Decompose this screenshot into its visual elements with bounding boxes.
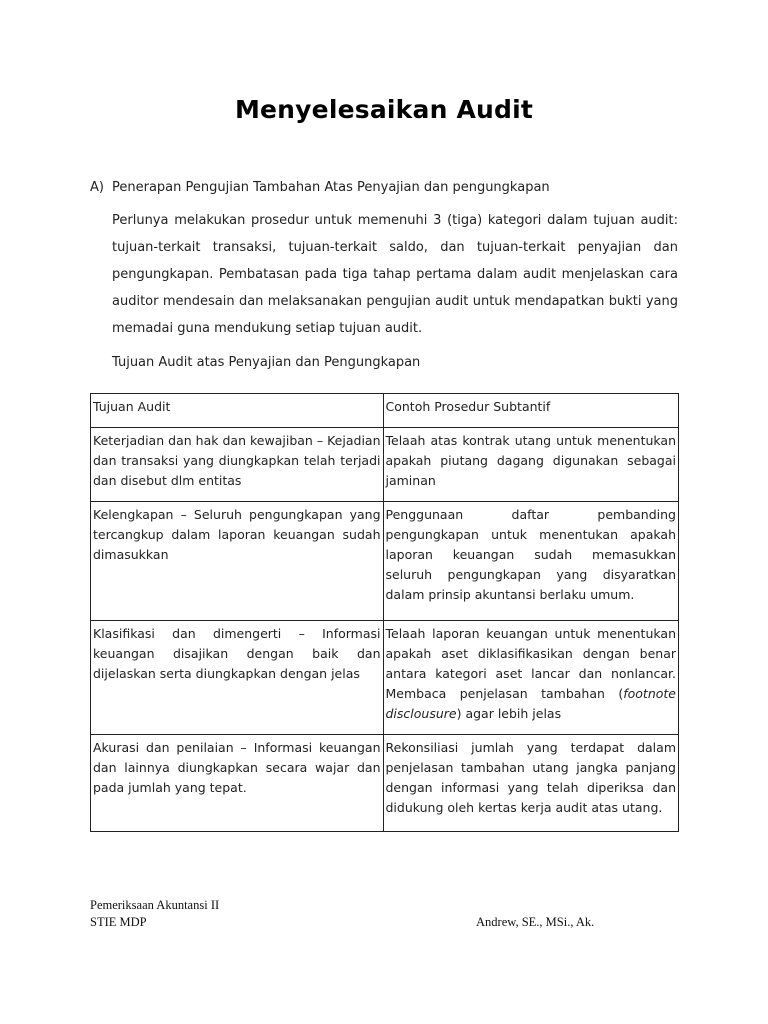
- header-objective: Tujuan Audit: [91, 394, 384, 428]
- objective-cell: Keterjadian dan hak dan kewajiban – Kejadian dan transaksi yang diungkapkan telah terjadi dan disebut dlm entitas: [91, 428, 384, 502]
- procedure-text-end: ) agar lebih jelas: [456, 706, 562, 721]
- body-paragraph: Perlunya melakukan prosedur untuk memenuhi 3 (tiga) kategori dalam tujuan audit: tujuan-terkait transaksi, tujuan-terkait saldo, dan tujuan-terkait penyajian dan pengungkapan. Pembatasan pada tiga tahap pertama dalam audit menjelaskan cara auditor mendesain dan melaksanakan pengujian audit untuk mendapatkan bukti yang memadai guna mendukung setiap tujuan audit.: [112, 213, 678, 336]
- table-row: [91, 502, 679, 621]
- table-row: [91, 621, 679, 735]
- table-caption: Tujuan Audit atas Penyajian dan Pengungkapan: [112, 355, 421, 370]
- procedure-text: Telaah laporan keuangan untuk menentukan apakah aset diklasifikasikan dengan benar antara kategori aset lancar dan nonlancar. Membaca penjelasan tambahan (: [385, 626, 676, 701]
- footer-course: Pemeriksaan Akuntansi II: [90, 898, 220, 912]
- header-procedure: Contoh Prosedur Subtantif: [383, 394, 679, 428]
- section-heading: [90, 180, 550, 195]
- objective-cell: Kelengkapan – Seluruh pengungkapan yang tercangkup dalam laporan keuangan sudah dimasukkan: [91, 502, 384, 621]
- objective-cell: Klasifikasi dan dimengerti – Informasi keuangan disajikan dengan baik dan dijelaskan serta diungkapkan dengan jelas: [91, 621, 384, 735]
- audit-objectives-table: [90, 393, 679, 832]
- footer-left: [90, 897, 219, 931]
- procedure-cell: Penggunaan daftar pembanding pengungkapan untuk menentukan apakah laporan keuangan sudah memasukkan seluruh pengungkapan yang disyaratkan dalam prinsip akuntansi berlaku umum.: [383, 502, 679, 621]
- footer-institution: STIE MDP: [90, 915, 147, 929]
- objective-cell: Akurasi dan penilaian – Informasi keuangan dan lainnya diungkapkan secara wajar dan pada jumlah yang tepat.: [91, 735, 384, 832]
- section-marker: A): [90, 180, 104, 195]
- procedure-cell: Rekonsiliasi jumlah yang terdapat dalam penjelasan tambahan utang jangka panjang dengan informasi yang telah diperiksa dan didukung oleh kertas kerja audit atas utang.: [383, 735, 679, 832]
- section-heading-text: Penerapan Pengujian Tambahan Atas Penyajian dan pengungkapan: [112, 180, 550, 195]
- table-row: [91, 428, 679, 502]
- procedure-italic-term: footnote disclousure: [385, 686, 676, 721]
- procedure-cell: Telaah atas kontrak utang untuk menentukan apakah piutang dagang digunakan sebagai jaminan: [383, 428, 679, 502]
- footer-author: Andrew, SE., MSi., Ak.: [476, 915, 595, 929]
- procedure-cell: [383, 621, 679, 735]
- table-row: [91, 735, 679, 832]
- page-title: Menyelesaikan Audit: [234, 95, 534, 124]
- table-header-row: [91, 394, 679, 428]
